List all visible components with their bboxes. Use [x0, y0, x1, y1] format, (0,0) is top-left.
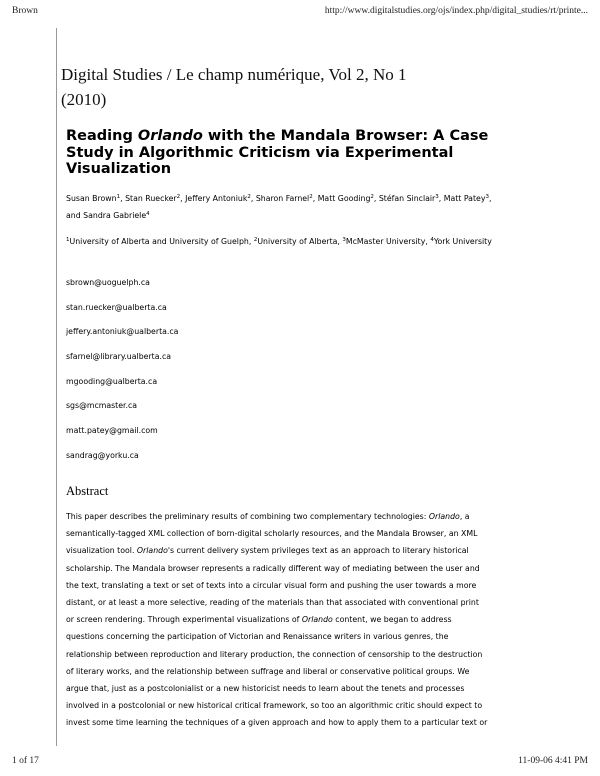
abstract-italic-term: Orlando — [301, 615, 333, 625]
abstract-heading: Abstract — [66, 484, 109, 498]
author-separator: , — [120, 194, 126, 203]
print-timestamp: 11-09-06 4:41 PM — [518, 756, 588, 766]
abstract-text: visualization tool. — [66, 546, 137, 556]
affiliation-name: McMaster University — [345, 237, 426, 246]
abstract-text: invest some time learning the techniques of a given approach and how to apply them to a particular text or — [66, 718, 488, 728]
abstract-line — [66, 697, 518, 714]
abstract-line — [66, 663, 518, 680]
author-email: sgs@mcmaster.ca — [66, 401, 138, 411]
author-email: matt.patey@gmail.com — [66, 426, 158, 436]
author-separator: , — [250, 194, 256, 203]
abstract-text: distant, or at least a more selective, reading of the materials than that associated with conventional print — [66, 597, 479, 607]
abstract-line — [66, 560, 518, 577]
abstract-line — [66, 611, 518, 628]
abstract-line — [66, 714, 518, 731]
title-italic: Orlando — [137, 128, 203, 144]
abstract-text: involved in a postcolonial or new historical critical framework, so too an algorithmic critic should expect to — [66, 701, 483, 711]
article-title: Reading Orlando with the Mandala Browser: A Case Study in Algorithmic Criticism via Experimental Visualization — [66, 128, 489, 177]
author-email: mgooding@ualberta.ca — [66, 376, 158, 386]
author-name: Stéfan Sinclair — [378, 194, 436, 203]
author-affiliation-number: 3 — [485, 194, 489, 200]
email-list — [66, 277, 366, 475]
author-affiliation-number: 2 — [176, 194, 181, 200]
author-name: Matt Gooding — [317, 194, 371, 203]
affiliation-separator: , — [248, 237, 254, 246]
affiliation-number: 2 — [253, 237, 258, 243]
abstract-text: semantically-tagged XML collection of born-digital scholarly resources, and the Mandala Browser, an XML — [66, 529, 478, 539]
abstract-text: This paper describes the preliminary results of combining two complementary technologies: — [66, 512, 429, 521]
abstract-line — [66, 525, 518, 542]
abstract-line — [66, 628, 518, 645]
author-separator: , — [373, 194, 379, 203]
author-separator: , and — [66, 194, 492, 220]
abstract-line — [66, 680, 518, 697]
abstract-text: questions concerning the participation of Victorian and Renaissance writers in various genres, the — [66, 632, 449, 642]
author-affiliation-number: 3 — [435, 194, 439, 200]
affiliation-number: 3 — [342, 237, 346, 243]
abstract-line — [66, 508, 518, 525]
abstract-italic-term: Orlando — [428, 512, 460, 521]
author-name: Jeffery Antoniuk — [185, 194, 248, 203]
author-affiliation-number: 1 — [116, 194, 121, 200]
affiliation-list — [66, 233, 506, 250]
author-separator: , — [438, 194, 444, 203]
affiliation-name: University of Alberta — [257, 237, 338, 246]
abstract-text: 's current delivery system privileges text as an approach to literary historical — [167, 546, 469, 556]
author-name: Sandra Gabriele — [83, 211, 147, 220]
margin-divider — [56, 28, 57, 746]
author-separator: , — [312, 194, 318, 203]
page-count: 1 of 17 — [12, 756, 39, 766]
author-separator: , — [180, 194, 186, 203]
author-affiliation-number: 2 — [247, 194, 251, 200]
author-affiliation-number: 2 — [309, 194, 313, 200]
abstract-italic-term: Orlando — [136, 546, 168, 556]
author-affiliation-number: 2 — [370, 194, 374, 200]
author-email: sbrown@uoguelph.ca — [66, 278, 150, 287]
author-name: Sharon Farnel — [255, 194, 310, 203]
affiliation-number: 4 — [430, 237, 434, 243]
affiliation-name: University of Alberta and University of Guelph — [69, 237, 249, 246]
abstract-line — [66, 577, 518, 594]
journal-citation — [61, 62, 501, 112]
abstract-text: of literary works, and the relationship between suffrage and liberal or conservative political groups. We — [66, 666, 470, 676]
abstract-text: or screen rendering. Through experimental visualizations of — [66, 615, 302, 625]
author-email: sfarnel@library.ualberta.ca — [66, 352, 172, 362]
abstract-line — [66, 542, 518, 559]
abstract-line — [66, 594, 518, 611]
journal-name: Digital Studies / Le champ numérique, Vol 2, No 1 — [61, 65, 407, 84]
abstract-text: relationship between reproduction and literary production, the connection of censorship to the destruction — [66, 649, 483, 659]
author-email: stan.ruecker@ualberta.ca — [66, 302, 167, 312]
author-email: sandrag@yorku.ca — [66, 450, 139, 460]
abstract-text: content, we began to address — [332, 615, 452, 625]
abstract-text: , a — [459, 512, 470, 521]
abstract-text: the text, translating a text or set of texts into a circular visual form and pushing the user towards a more — [66, 580, 477, 590]
author-email: jeffery.antoniuk@ualberta.ca — [66, 327, 179, 337]
affiliation-separator: , — [337, 237, 343, 246]
abstract-body — [66, 508, 518, 731]
affiliation-number: 1 — [66, 237, 70, 243]
author-name: Matt Patey — [443, 194, 486, 203]
page-header-left: Brown — [12, 6, 38, 16]
author-name: Susan Brown — [66, 194, 117, 203]
page-header-url: http://www.digitalstudies.org/ojs/index.php/digital_studies/rt/printe... — [324, 6, 588, 16]
author-name: Stan Ruecker — [125, 194, 177, 203]
author-list — [66, 190, 506, 224]
author-affiliation-number: 4 — [146, 211, 150, 217]
affiliation-separator: , — [425, 237, 431, 246]
journal-year: (2010) — [61, 90, 107, 109]
abstract-text: scholarship. The Mandala browser represents a radically different way of mediating between the user and — [66, 563, 480, 573]
affiliation-name: York University — [433, 237, 492, 246]
abstract-line — [66, 646, 518, 663]
abstract-text: argue that, just as a postcolonialist or a new historicist needs to learn about the tenets and processes — [66, 683, 465, 693]
